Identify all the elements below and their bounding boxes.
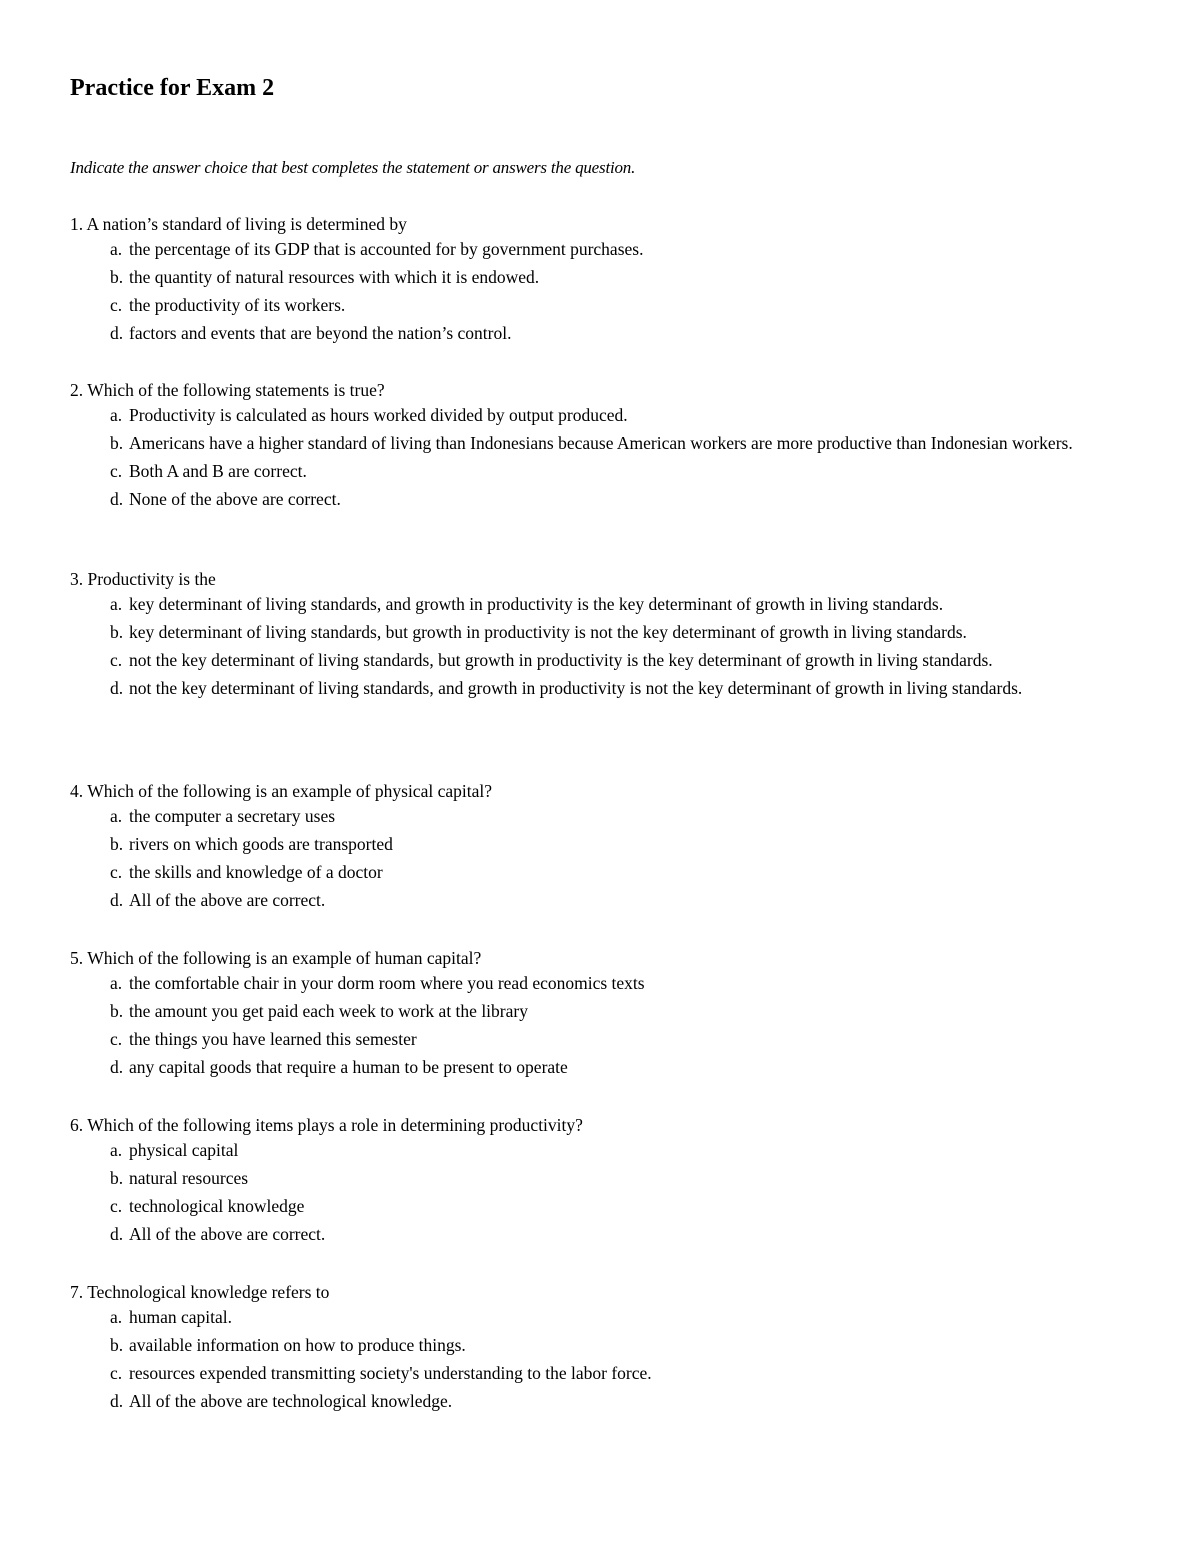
choice-letter: b.	[110, 1335, 124, 1355]
choice-letter: b.	[110, 267, 124, 287]
choice-letter: c.	[110, 1196, 123, 1216]
answer-choice-a	[110, 1306, 1130, 1329]
answer-choice-d	[110, 677, 1130, 700]
choice-letter: c.	[110, 650, 123, 670]
question-stem	[70, 946, 1130, 970]
choice-letter: c.	[110, 862, 123, 882]
answer-choices	[70, 1306, 1130, 1413]
answer-choice-c	[110, 861, 1130, 884]
answer-choice-a	[110, 805, 1130, 828]
question-text: Which of the following is an example of physical capital?	[87, 781, 492, 801]
question-1	[70, 212, 1130, 345]
question-number: 2.	[70, 380, 84, 400]
answer-choice-d	[110, 1056, 1130, 1079]
choice-letter: b.	[110, 1168, 124, 1188]
question-number: 4.	[70, 781, 84, 801]
answer-choice-d	[110, 488, 1130, 511]
choice-letter: d.	[110, 1057, 124, 1077]
choice-letter: b.	[110, 622, 124, 642]
choice-letter: c.	[110, 1363, 123, 1383]
answer-choice-d	[110, 1223, 1130, 1246]
choice-letter: a.	[110, 1307, 123, 1327]
question-number: 1.	[70, 214, 84, 234]
choice-text: not the key determinant of living standards, but growth in productivity is the key determinant of growth in living standards.	[129, 650, 993, 670]
page-title: Practice for Exam 2	[70, 75, 275, 101]
question-stem	[70, 1113, 1130, 1137]
question-number: 7.	[70, 1282, 84, 1302]
answer-choice-c	[110, 649, 1130, 672]
choice-text: key determinant of living standards, and growth in productivity is the key determinant of growth in living standards.	[129, 594, 944, 614]
choice-text: the amount you get paid each week to work at the library	[129, 1001, 528, 1021]
answer-choice-c	[110, 460, 1130, 483]
choice-letter: a.	[110, 973, 123, 993]
choice-text: physical capital	[129, 1140, 239, 1160]
question-stem	[70, 1280, 1130, 1304]
choice-letter: c.	[110, 1029, 123, 1049]
answer-choice-d	[110, 1390, 1130, 1413]
choice-text: resources expended transmitting society's understanding to the labor force.	[129, 1363, 652, 1383]
choice-text: Americans have a higher standard of living than Indonesians because American workers are more productive than Indonesian workers.	[129, 433, 1073, 453]
question-text: Which of the following is an example of human capital?	[87, 948, 482, 968]
choice-text: the quantity of natural resources with which it is endowed.	[129, 267, 540, 287]
choice-letter: b.	[110, 1001, 124, 1021]
question-text: Which of the following statements is true?	[87, 380, 385, 400]
choice-text: available information on how to produce things.	[129, 1335, 466, 1355]
question-stem	[70, 779, 1130, 803]
question-text: Which of the following items plays a role in determining productivity?	[87, 1115, 583, 1135]
choice-letter: a.	[110, 806, 123, 826]
choice-letter: d.	[110, 890, 124, 910]
instructions: Indicate the answer choice that best completes the statement or answers the question.	[70, 158, 636, 177]
answer-choice-b	[110, 833, 1130, 856]
answer-choice-c	[110, 294, 1130, 317]
choice-text: All of the above are correct.	[129, 890, 326, 910]
choice-letter: d.	[110, 489, 124, 509]
answer-choice-c	[110, 1362, 1130, 1385]
answer-choice-d	[110, 889, 1130, 912]
answer-choice-c	[110, 1028, 1130, 1051]
exam-page	[70, 74, 1130, 1411]
answer-choice-d	[110, 322, 1130, 345]
choice-text: natural resources	[129, 1168, 249, 1188]
choice-text: any capital goods that require a human to be present to operate	[129, 1057, 568, 1077]
choice-text: Both A and B are correct.	[129, 461, 307, 481]
answer-choice-b	[110, 1167, 1130, 1190]
choice-text: None of the above are correct.	[129, 489, 341, 509]
choice-text: the comfortable chair in your dorm room where you read economics texts	[129, 973, 645, 993]
question-number: 3.	[70, 569, 84, 589]
answer-choices	[70, 1139, 1130, 1246]
answer-choice-a	[110, 593, 1130, 616]
answer-choices	[70, 238, 1130, 345]
choice-text: the things you have learned this semester	[129, 1029, 417, 1049]
choice-letter: b.	[110, 433, 124, 453]
answer-choices	[70, 593, 1130, 700]
question-number: 6.	[70, 1115, 84, 1135]
question-text: A nation’s standard of living is determined by	[86, 214, 407, 234]
answer-choice-a	[110, 404, 1130, 427]
answer-choices	[70, 805, 1130, 912]
question-2	[70, 378, 1130, 511]
answer-choice-a	[110, 1139, 1130, 1162]
choice-text: All of the above are technological knowledge.	[129, 1391, 453, 1411]
question-3	[70, 567, 1130, 700]
answer-choice-a	[110, 972, 1130, 995]
question-7	[70, 1280, 1130, 1413]
answer-choice-b	[110, 266, 1130, 289]
choice-letter: b.	[110, 834, 124, 854]
choice-text: key determinant of living standards, but growth in productivity is not the key determinant of growth in living standards.	[129, 622, 967, 642]
choice-text: factors and events that are beyond the nation’s control.	[129, 323, 512, 343]
choice-text: not the key determinant of living standards, and growth in productivity is not the key determinant of growth in living standards.	[129, 678, 1023, 698]
choice-letter: a.	[110, 239, 123, 259]
question-4	[70, 779, 1130, 912]
question-text: Technological knowledge refers to	[87, 1282, 330, 1302]
choice-letter: c.	[110, 461, 123, 481]
answer-choice-b	[110, 621, 1130, 644]
answer-choice-b	[110, 1000, 1130, 1023]
answer-choices	[70, 972, 1130, 1079]
question-stem	[70, 378, 1130, 402]
answer-choice-c	[110, 1195, 1130, 1218]
choice-letter: d.	[110, 1391, 124, 1411]
choice-text: the skills and knowledge of a doctor	[129, 862, 383, 882]
question-5	[70, 946, 1130, 1079]
question-stem	[70, 212, 1130, 236]
choice-text: Productivity is calculated as hours worked divided by output produced.	[129, 405, 628, 425]
choice-text: rivers on which goods are transported	[129, 834, 393, 854]
choice-text: technological knowledge	[129, 1196, 305, 1216]
choice-text: human capital.	[129, 1307, 233, 1327]
choice-letter: d.	[110, 678, 124, 698]
answer-choice-b	[110, 432, 1130, 455]
answer-choices	[70, 404, 1130, 511]
choice-letter: c.	[110, 295, 123, 315]
choice-letter: a.	[110, 1140, 123, 1160]
answer-choice-b	[110, 1334, 1130, 1357]
question-text: Productivity is the	[87, 569, 216, 589]
choice-letter: a.	[110, 405, 123, 425]
choice-letter: a.	[110, 594, 123, 614]
choice-letter: d.	[110, 1224, 124, 1244]
choice-text: the percentage of its GDP that is accounted for by government purchases.	[129, 239, 644, 259]
choice-letter: d.	[110, 323, 124, 343]
choice-text: the productivity of its workers.	[129, 295, 346, 315]
choice-text: the computer a secretary uses	[129, 806, 336, 826]
answer-choice-a	[110, 238, 1130, 261]
question-stem	[70, 567, 1130, 591]
question-6	[70, 1113, 1130, 1246]
choice-text: All of the above are correct.	[129, 1224, 326, 1244]
question-number: 5.	[70, 948, 84, 968]
